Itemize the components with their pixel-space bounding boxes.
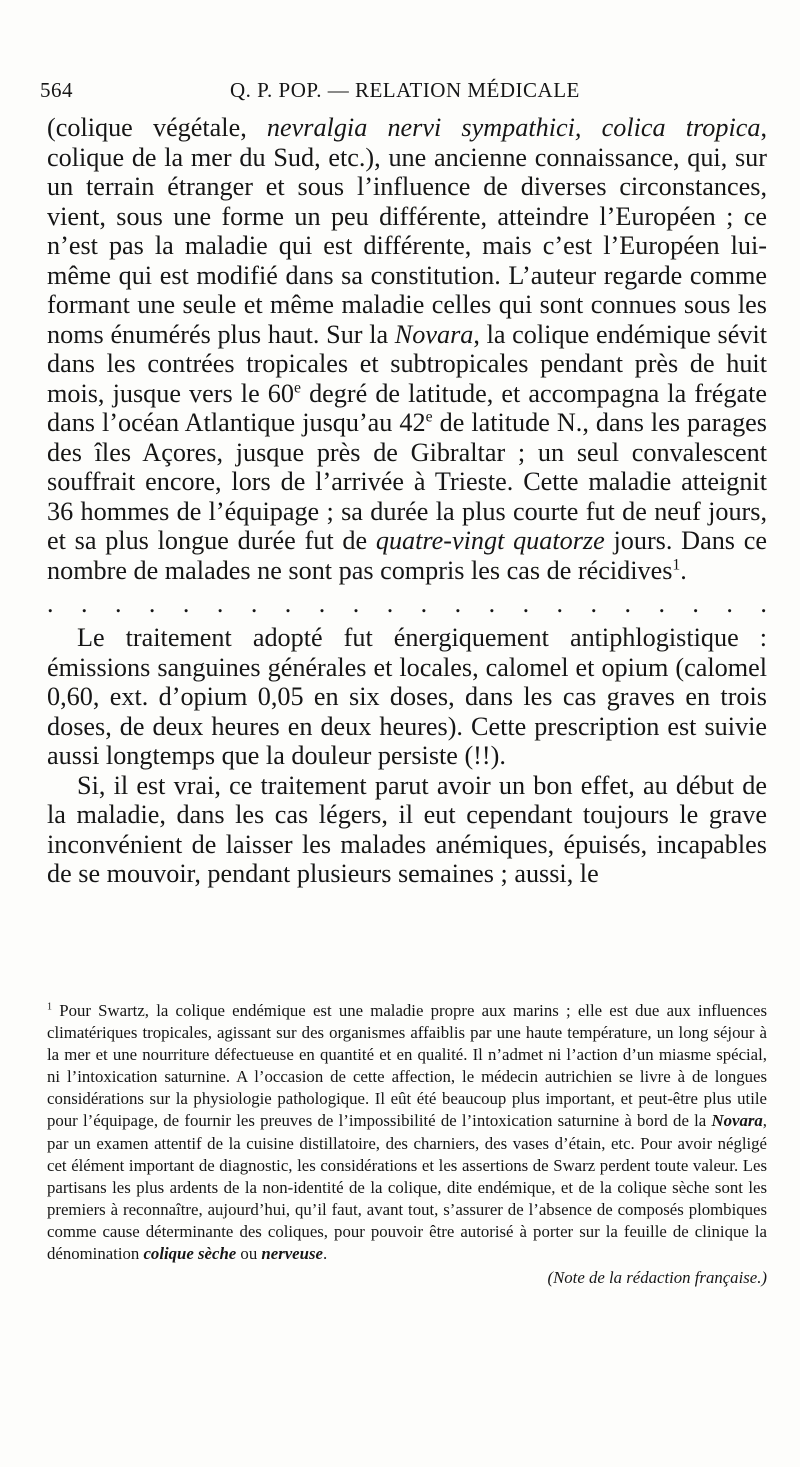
footnote <box>47 1000 767 1289</box>
footnote-ref[interactable]: 1 <box>672 555 681 573</box>
page-number: 564 <box>40 78 73 102</box>
main-text <box>47 113 767 889</box>
footnote-marker: 1 <box>47 1001 53 1013</box>
running-title: Q. P. POP. — RELATION MÉDICALE <box>230 78 580 102</box>
ellipsis-divider: . . . . . . . . . . . . . . . . . . . . . . <box>47 589 767 618</box>
paragraph-1: (colique végétale, nevralgia nervi sympathici, colica tropica, colique de la mer du Sud, etc.), une ancienne connaissance, qui, sur un terrain étranger et sous l’influence de diverses circonstances, vient, sous une forme un peu différente, atteindre l’Européen ; ce n’est pas la maladie qui est différente, mais c’est l’Européen lui-même qui est modifié dans sa constitution. L’auteur regarde comme formant une seule et même maladie celles qui sont connues sous les noms énumérés plus haut. Sur la Novara, la colique endémique sévit dans les contrées tropicales et subtropicales pendant près de huit mois, jusque vers le 60e degré de latitude, et accompagna la frégate dans l’océan Atlantique jusqu’au 42e de latitude N., dans les parages des îles Açores, jusque près de Gibraltar ; un seul convalescent souffrait encore, lors de l’arrivée à Trieste. Cette maladie atteignit 36 hommes de l’équipage ; sa durée la plus courte fut de neuf jours, et sa plus longue durée fut de quatre-vingt quatorze jours. Dans ce nombre de malades ne sont pas compris les cas de récidives$^1$. <box>47 113 767 585</box>
running-header <box>40 78 760 108</box>
footnote-signature: (Note de la rédaction française.) <box>547 1268 767 1288</box>
paragraph-2: Le traitement adopté fut énergiquement antiphlogistique : émissions sanguines générales et locales, calomel et opium (calomel 0,60, ext. d’opium 0,05 en six doses, dans les cas graves en trois doses, de deux heures en deux heures). Cette prescription est suivie aussi longtemps que la douleur persiste (!!). <box>47 623 767 770</box>
paragraph-3: Si, il est vrai, ce traitement parut avoir un bon effet, au début de la maladie, dans les cas légers, il eut cependant toujours le grave inconvénient de laisser les malades anémiques, épuisés, incapables de se mouvoir, pendant plusieurs semaines ; aussi, le <box>47 770 767 888</box>
footnote-text: $^1$ Pour Swartz, la colique endémique est une maladie propre aux marins ; elle est due aux influences climatériques tropicales, agissant sur des organismes affaiblis par une haute température, un long séjour à la mer et une nourriture défectueuse en quantité et en qualité. Il n’admet ni l’action d’un miasme spécial, ni l’intoxication saturnine. A l’occasion de cette affection, le médecin autrichien se livre à de longues considérations sur la physiologie pathologique. Il eût été beaucoup plus important, et peut-être plus utile pour l’équipage, de fournir les preuves de l’impossibilité de l’intoxication saturnine à bord de la Novara, par un examen attentif de la cuisine distillatoire, des charniers, des vases d’étain, etc. Pour avoir négligé cet élément important de diagnostic, les considérations et les assertions de Swarz perdent toute valeur. Les partisans les plus ardents de la non-identité de la colique, dite endémique, et de la colique sèche sont les premiers à reconnaître, aujourd’hui, qu’il faut, avant tout, s’assurer de l’absence de composés plombiques comme cause déterminante des coliques, pour pouvoir être autorisé à porter sur la feuille de clinique la dénomination colique sèche ou nerveuse. <box>47 1001 767 1264</box>
